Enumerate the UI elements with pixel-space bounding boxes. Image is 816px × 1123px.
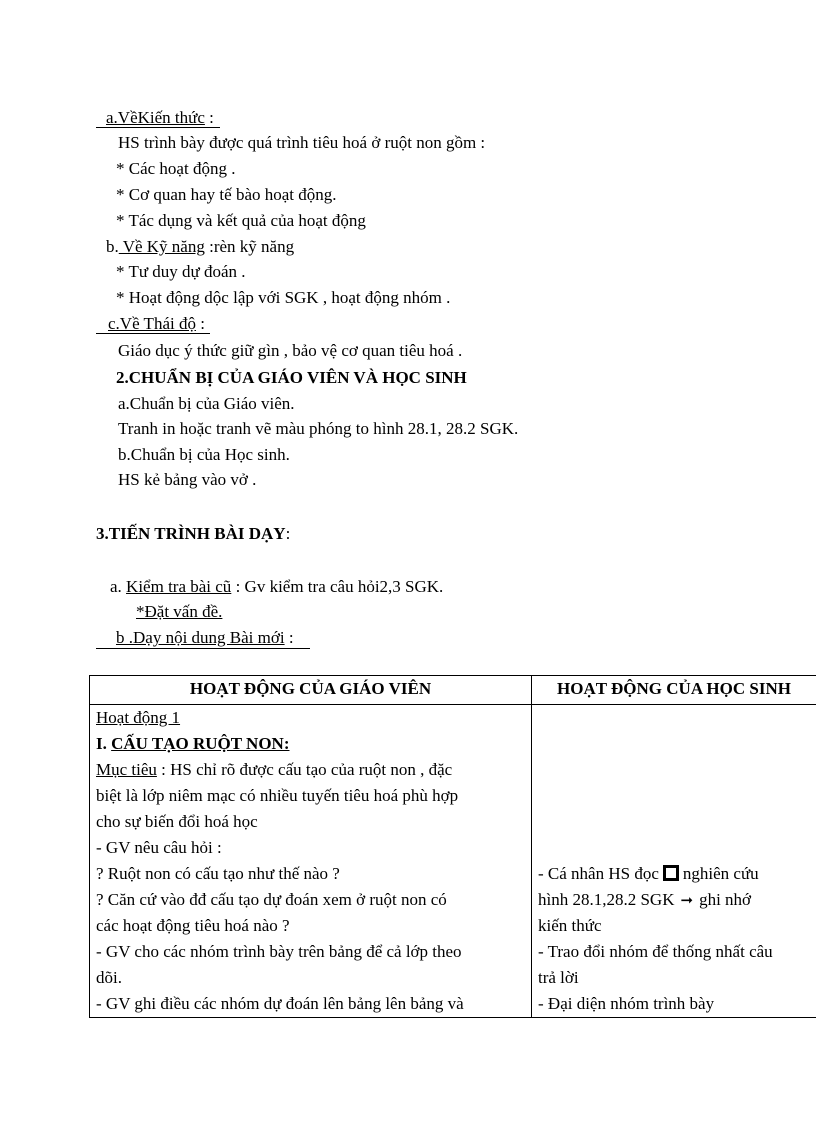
teacher-prep-label: a.Chuẩn bị của Giáo viên. [118, 394, 295, 413]
student-line: hình 28.1,28.2 SGK ➞ ghi nhớ [538, 887, 810, 913]
knowledge-intro: HS trình bày được quá trình tiêu hoá ở ruột non gồm : [118, 133, 486, 152]
teacher-line: - GV cho các nhóm trình bày trên bảng để cả lớp theo [96, 942, 462, 961]
student-line: - Trao đổi nhóm để thống nhất câu [538, 942, 773, 961]
activity-label: Hoạt động 1 [96, 708, 181, 727]
goal-line: Mục tiêu : HS chỉ rõ được cấu tạo của ruột non , đặc [96, 760, 453, 779]
goal-line: biệt là lớp niêm mạc có nhiều tuyến tiêu hoá phù hợp [96, 786, 459, 805]
table-header-row [90, 676, 816, 705]
skills-item: * Tư duy dự đoán . [116, 262, 246, 281]
preparation-heading: 2.CHUẨN BỊ CỦA GIÁO VIÊN VÀ HỌC SINH [116, 368, 467, 387]
student-prep-text: HS kẻ bảng vào vở . [118, 470, 257, 489]
underline-rule [96, 333, 210, 334]
teacher-activity-cell [90, 705, 532, 1018]
teacher-line: ? Căn cứ vào đđ cấu tạo dự đoán xem ở ruột non có [96, 890, 447, 909]
activity-table [89, 675, 816, 1018]
teacher-line: ? Ruột non có cấu tạo như thế nào ? [96, 864, 340, 883]
teacher-line: các hoạt động tiêu hoá nào ? [96, 916, 290, 935]
process-heading: 3.TIẾN TRÌNH BÀI DẠY: [96, 524, 291, 543]
attitude-heading: c.Về Thái độ : [108, 314, 205, 333]
knowledge-item: * Các hoạt động . [116, 159, 236, 178]
underline-rule [96, 648, 310, 649]
new-lesson-heading: b .Dạy nội dung Bài mới : [116, 628, 294, 647]
attitude-text: Giáo dục ý thức giữ gìn , bảo vệ cơ quan tiêu hoá . [118, 341, 463, 360]
check-old-lesson: a. Kiểm tra bài cũ : Gv kiểm tra câu hỏi2,3 SGK. [110, 577, 444, 596]
knowledge-item: * Cơ quan hay tế bào hoạt động. [116, 185, 337, 204]
student-prep-label: b.Chuẩn bị của Học sinh. [118, 445, 290, 464]
intro-problem: *Đặt vấn đề. [136, 602, 223, 621]
student-line: - Cá nhân HS đọc nghiên cứu [538, 864, 759, 883]
knowledge-item: * Tác dụng và kết quả của hoạt động [116, 211, 366, 230]
table-row [90, 705, 816, 1018]
teacher-column-header: HOẠT ĐỘNG CỦA GIÁO VIÊN [90, 676, 532, 705]
student-line: kiến thức [538, 916, 602, 935]
teacher-line: dõi. [96, 968, 122, 987]
teacher-line: - GV nêu câu hỏi : [96, 838, 222, 857]
knowledge-heading: a.VềKiến thức : [106, 108, 214, 127]
right-arrow-icon: ➞ [680, 893, 694, 909]
student-line: trả lời [538, 968, 579, 987]
goal-line: cho sự biến đổi hoá học [96, 812, 258, 831]
skills-heading: b. Về Kỹ năng :rèn kỹ năng [106, 237, 295, 256]
student-activity-cell [532, 705, 816, 1018]
square-box-icon [663, 865, 679, 881]
student-line: - Đại diện nhóm trình bày [538, 994, 715, 1013]
section-title: I. CẤU TẠO RUỘT NON: [96, 734, 290, 753]
underline-rule [96, 127, 220, 128]
student-column-header: HOẠT ĐỘNG CỦA HỌC SINH [532, 676, 816, 705]
teacher-prep-text: Tranh in hoặc tranh vẽ màu phóng to hình 28.1, 28.2 SGK. [118, 419, 519, 438]
teacher-line: - GV ghi điều các nhóm dự đoán lên bảng lên bảng và [96, 994, 464, 1013]
skills-item: * Hoạt động dộc lập với SGK , hoạt động nhóm . [116, 288, 451, 307]
